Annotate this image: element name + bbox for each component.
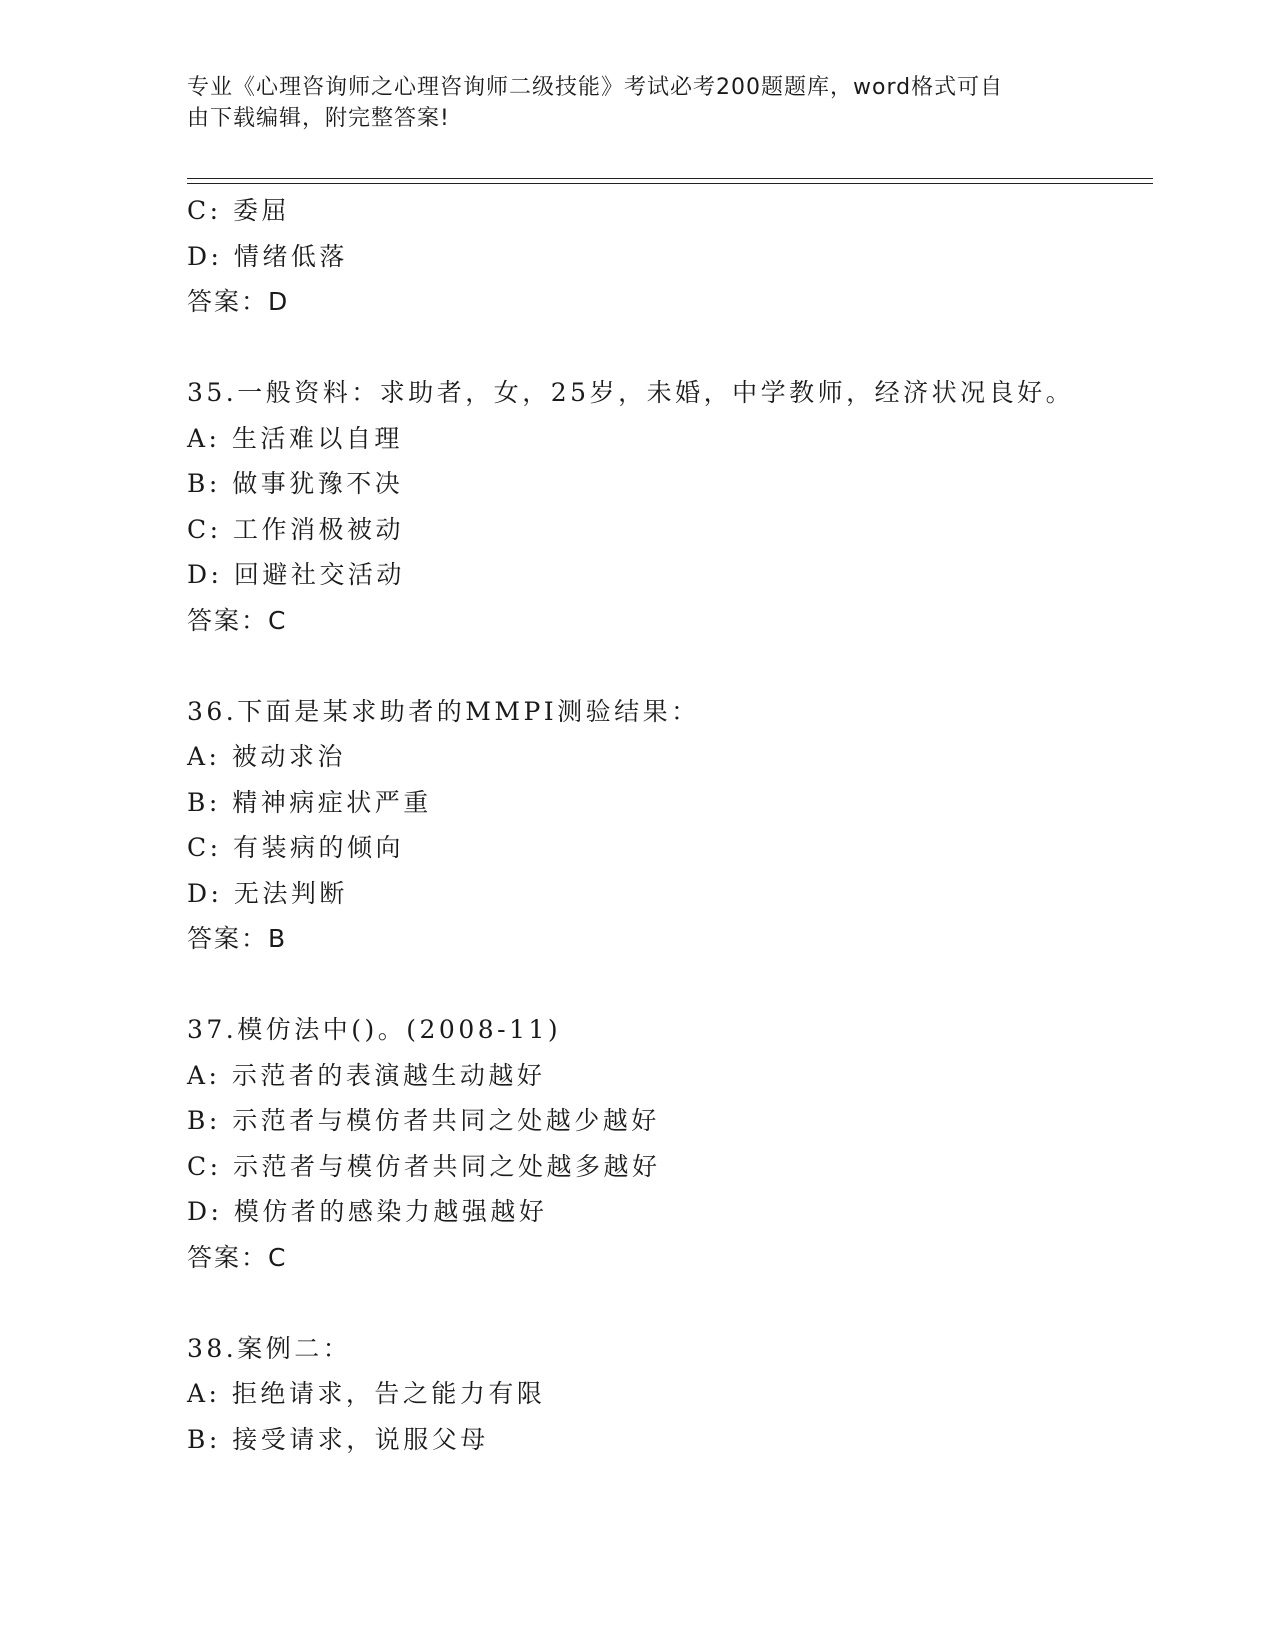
header-line-1: 专业《心理咨询师之心理咨询师二级技能》考试必考200题题库，word格式可自 — [187, 75, 1004, 100]
question-37 — [187, 1007, 1153, 1280]
option-d: D: 回避社交活动 — [187, 560, 405, 589]
option-a: A: 示范者的表演越生动越好 — [187, 1060, 546, 1090]
header-divider-bottom — [187, 183, 1153, 184]
option-b: B: 示范者与模仿者共同之处越少越好 — [187, 1106, 660, 1135]
option-b: B: 精神病症状严重 — [187, 787, 432, 817]
spacer — [187, 643, 1153, 689]
answer-line: 答案：C — [187, 605, 288, 635]
option-c: C: 工作消极被动 — [187, 514, 404, 544]
question-stem: 37.模仿法中()。(2008-11) — [187, 1015, 562, 1044]
option-d: D: 无法判断 — [187, 878, 348, 908]
question-stem: 36.下面是某求助者的MMPI测验结果： — [187, 696, 700, 726]
option-d: D: 情绪低落 — [187, 241, 348, 271]
question-list — [187, 188, 1153, 1462]
spacer — [187, 962, 1153, 1008]
spacer — [187, 325, 1153, 371]
option-a: A: 拒绝请求，告之能力有限 — [187, 1379, 546, 1408]
option-c: C: 委屈 — [187, 196, 290, 225]
question-38 — [187, 1326, 1153, 1463]
option-b: B: 接受请求，说服父母 — [187, 1424, 489, 1454]
option-c: C: 有装病的倾向 — [187, 833, 404, 862]
question-36 — [187, 689, 1153, 962]
question-stem: 35.一般资料：求助者，女，25岁，未婚，中学教师，经济状况良好。 — [187, 378, 1075, 407]
answer-line: 答案：B — [187, 924, 288, 953]
header-line-2: 由下载编辑，附完整答案! — [187, 106, 450, 131]
header-divider-top — [187, 178, 1153, 179]
option-b: B: 做事犹豫不决 — [187, 469, 404, 498]
document-header — [187, 72, 1067, 134]
option-d: D: 模仿者的感染力越强越好 — [187, 1197, 548, 1226]
question-stem: 38.案例二： — [187, 1333, 352, 1363]
option-c: C: 示范者与模仿者共同之处越多越好 — [187, 1151, 661, 1181]
answer-line: 答案：D — [187, 287, 290, 316]
question-35 — [187, 370, 1153, 643]
spacer — [187, 1280, 1153, 1326]
question-carryover — [187, 188, 1153, 325]
option-a: A: 被动求治 — [187, 742, 346, 771]
option-a: A: 生活难以自理 — [187, 423, 403, 453]
answer-line: 答案：C — [187, 1242, 288, 1272]
